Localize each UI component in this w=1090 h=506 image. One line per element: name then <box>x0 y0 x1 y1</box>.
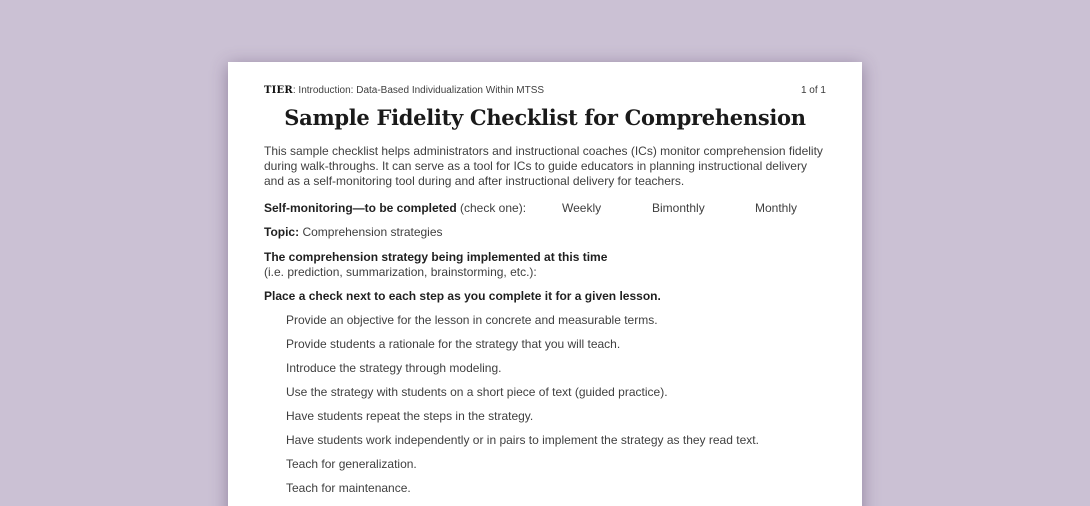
checklist-step: Use the strategy with students on a short piece of text (guided practice). <box>286 385 668 399</box>
checklist-step: Have students work independently or in pairs to implement the strategy as they read text. <box>286 433 759 447</box>
check-one-label: (check one): <box>456 201 527 215</box>
tier-brand-label: TIER <box>264 85 293 96</box>
document-page <box>228 62 862 506</box>
checklist-step: Have students repeat the steps in the strategy. <box>286 409 534 423</box>
checklist-step: Teach for maintenance. <box>286 481 411 495</box>
strategy-hint: (i.e. prediction, summarization, brainstorming, etc.): <box>264 265 537 279</box>
strategy-row <box>264 250 826 280</box>
header-title-text: : Introduction: Data-Based Individualization Within MTSS <box>292 85 545 96</box>
intro-paragraph: This sample checklist helps administrators and instructional coaches (ICs) monitor comprehension fidelity during walk-throughs. It can serve as a tool for ICs to guide educators in planning instructional delivery and as a self-monitoring tool during and after instructional delivery for teachers. <box>264 144 823 188</box>
checklist-steps <box>264 314 826 495</box>
checklist-step: Provide an objective for the lesson in concrete and measurable terms. <box>286 313 658 327</box>
topic-label: Topic: <box>264 225 300 239</box>
self-monitoring-label: Self-monitoring—to be completed <box>264 201 457 215</box>
checklist-step: Provide students a rationale for the strategy that you will teach. <box>286 337 621 351</box>
page-number: 1 of 1 <box>800 85 826 96</box>
option-bimonthly: Bimonthly <box>652 201 705 215</box>
option-weekly: Weekly <box>562 201 602 215</box>
topic-row <box>264 226 826 239</box>
header-course-title <box>264 85 544 97</box>
option-monthly: Monthly <box>755 201 798 215</box>
strategy-label: The comprehension strategy being implemented at this time <box>264 250 608 264</box>
checklist-step: Introduce the strategy through modeling. <box>286 361 502 375</box>
checklist-instructions: Place a check next to each step as you complete it for a given lesson. <box>264 289 661 303</box>
checklist-step: Teach for generalization. <box>286 457 417 471</box>
document-header <box>264 85 826 97</box>
document-title: Sample Fidelity Checklist for Comprehension <box>284 105 806 130</box>
self-monitoring-row <box>264 202 826 215</box>
topic-value: Comprehension strategies <box>299 225 443 239</box>
